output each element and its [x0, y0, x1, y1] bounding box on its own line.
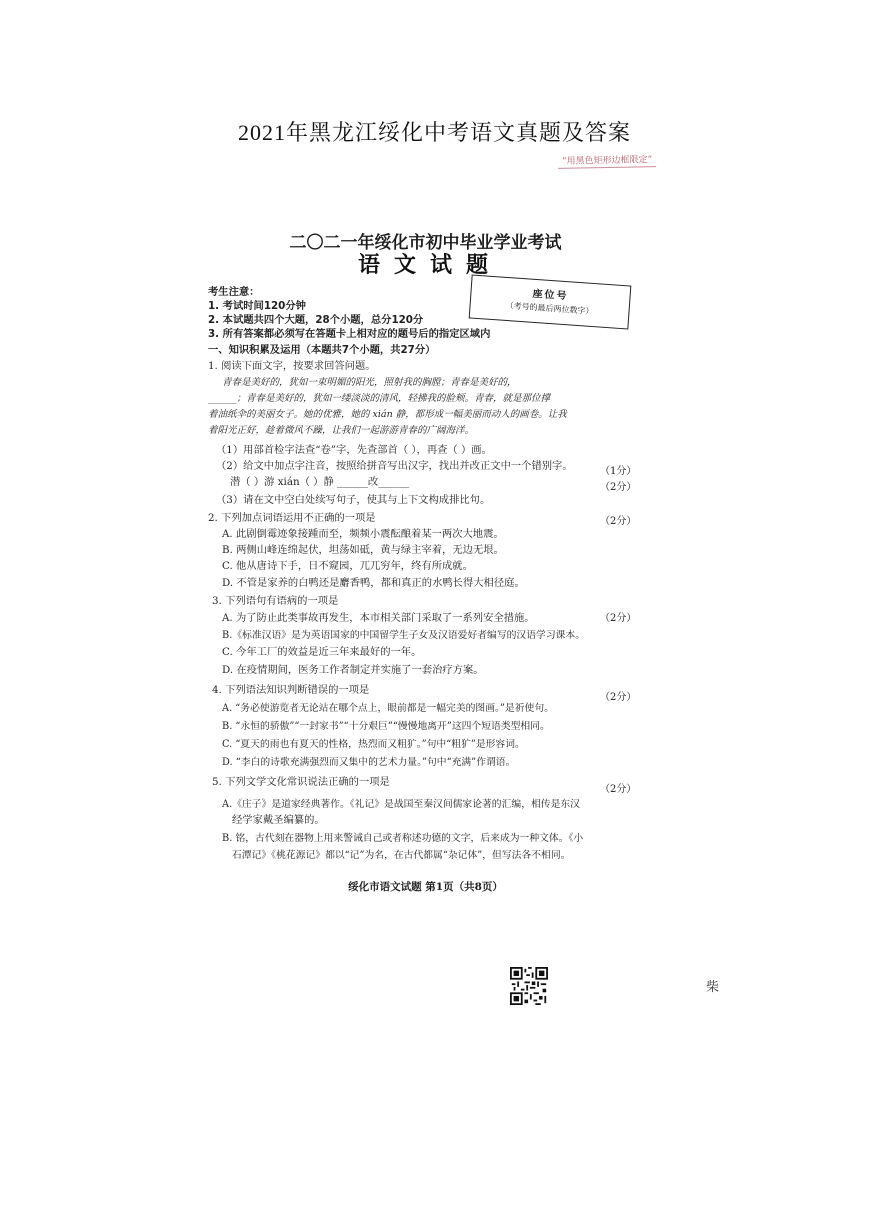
sub-question: （1）用部首检字法查“卷”字，先查部首（ ），再查（ ）画。	[216, 444, 492, 456]
score-label: （2分）	[600, 613, 637, 624]
sub-question-fill: 潜（ ）游 xián（ ）静 ______改______	[230, 476, 410, 488]
section-heading: 一、知识积累及运用（本题共7个小题，共27分）	[208, 344, 436, 356]
answer-option-continued: 石潭记》《桃花源记》都以“记”为名，在古代都属“杂记体”，但写法各不相同。	[232, 850, 571, 861]
corner-stamp-note: “用黑色矩形边框限定”	[558, 151, 656, 169]
answer-option: C. 他从唐诗下手，日不窥园，兀兀穷年，终有所成就。	[222, 560, 473, 572]
question-prompt: 4. 下列语法知识判断错误的一项是	[212, 684, 370, 696]
passage-line: ______；青春是美好的，犹如一缕淡淡的清风，轻拂我的脸颊。青春，就是那位撑	[208, 393, 551, 404]
answer-option: A. “务必使游览者无论站在哪个点上，眼前都是一幅完美的图画。”是祈使句。	[222, 703, 554, 714]
notice-heading: 考生注意：	[208, 286, 260, 298]
answer-option: C. 今年工厂的效益是近三年来最好的一年。	[222, 646, 422, 658]
passage-line: 青春是美好的，犹如一束明媚的阳光，照射我的胸膛；青春是美好的，	[222, 377, 517, 388]
question-prompt: 2. 下列加点词语运用不正确的一项是	[208, 512, 376, 524]
question-prompt: 1. 阅读下面文字，按要求回答问题。	[208, 360, 376, 372]
answer-option: B. 两侧山峰连绵起伏，坦荡如砥，黄与绿主宰着，无边无垠。	[222, 544, 504, 556]
answer-option: A. 此剧倒霉迹象接踵而至，频频小震酝酿着某一两次大地震。	[222, 528, 504, 540]
answer-option: A. 为了防止此类事故再发生，本市相关部门采取了一系列安全措施。	[222, 612, 535, 624]
passage-line: 着阳光正好，趁着微风不躁，让我们一起游游青春的广阔海洋。	[208, 425, 475, 436]
answer-option-continued: 经学家戴圣编纂的。	[232, 814, 325, 826]
qr-code-icon	[510, 967, 548, 1005]
seat-number-note: （考号的最后两位数字）	[505, 300, 594, 317]
stray-character: 柴	[706, 980, 720, 995]
sub-question: （2）给文中加点字注音，按照给拼音写出汉字，找出并改正文中一个错别字。	[216, 460, 573, 472]
score-label: （2分）	[600, 516, 637, 527]
exam-subject: 语文试题	[358, 252, 503, 278]
notice-item: 1. 考试时间120分钟	[208, 300, 306, 312]
exam-heading: 二〇二一年绥化市初中毕业学业考试	[289, 233, 562, 253]
question-prompt: 3. 下列语句有语病的一项是	[212, 595, 339, 607]
question-prompt: 5. 下列文学文化常识说法正确的一项是	[212, 776, 390, 788]
score-label: （1分）	[600, 466, 637, 477]
scanned-exam-page	[208, 208, 643, 908]
page-footer: 绥化市语文试题 第1页（共8页）	[348, 881, 503, 893]
answer-option: A.《庄子》是道家经典著作。《礼记》是战国至秦汉间儒家论著的汇编，相传是东汉	[222, 799, 580, 810]
notice-item: 2. 本试题共四个大题，28个小题，总分120分	[208, 314, 424, 326]
passage-line: 着油纸伞的美丽女子。她的优雅，她的 xián 静，都形成一幅美丽而动人的画卷。让我	[208, 409, 567, 420]
answer-option: D. 在疫情期间，医务工作者制定并实施了一套治疗方案。	[222, 664, 484, 676]
seat-number-box	[469, 274, 632, 329]
notice-item: 3. 所有答案都必须写在答题卡上相对应的题号后的指定区域内	[208, 328, 491, 340]
answer-option: C. “夏天的雨也有夏天的性格，热烈而又粗犷。”句中“粗犷”是形容词。	[222, 739, 525, 750]
document-title: 2021年黑龙江绥化中考语文真题及答案	[237, 120, 631, 145]
answer-option: D. 不管是家养的白鸭还是麝香鸭，都和真正的水鸭长得大相径庭。	[222, 577, 525, 589]
answer-option: B. 铭，古代刻在器物上用来警诫自己或者称述功德的文字，后来成为一种文体。《小	[222, 833, 584, 844]
score-label: （2分）	[600, 482, 637, 493]
sub-question: （3）请在文中空白处续写句子，使其与上下文构成排比句。	[216, 494, 491, 506]
score-label: （2分）	[600, 692, 637, 703]
seat-number-label: 座位号	[532, 288, 569, 303]
answer-option: B.《标准汉语》是为英语国家的中国留学生子女及汉语爱好者编写的汉语学习课本。	[222, 630, 586, 641]
answer-option: B. “永恒的骄傲”“一封家书”“十分艰巨”“慢慢地离开”这四个短语类型相同。	[222, 721, 550, 732]
answer-option: D. “李白的诗歌充满强烈而又集中的艺术力量。”句中“充满”作谓语。	[222, 757, 516, 768]
score-label: （2分）	[600, 784, 637, 795]
